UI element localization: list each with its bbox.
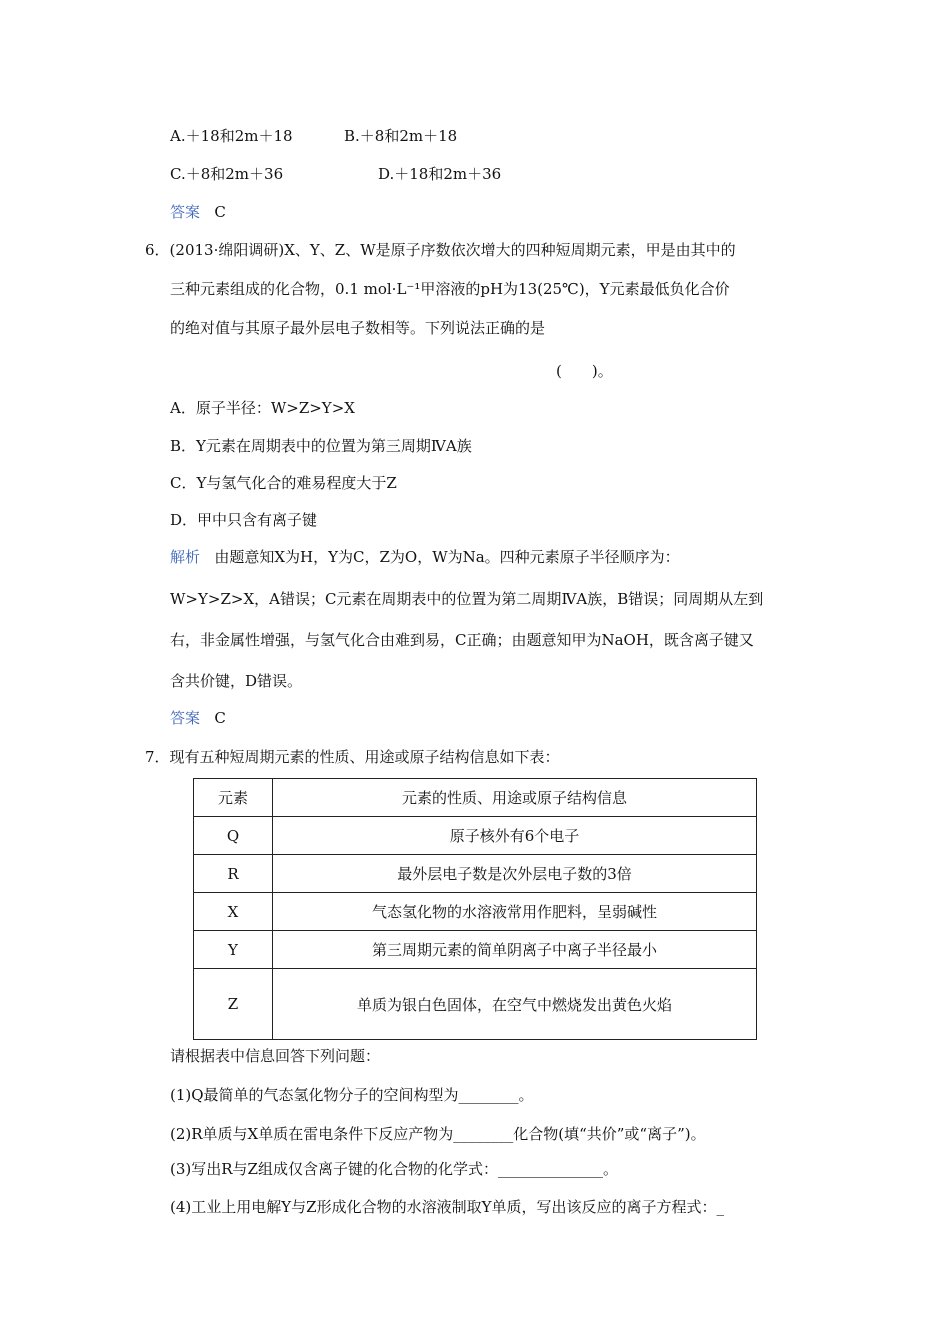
- q7-question-2: (2)R单质与X单质在雷电条件下反应产物为________化合物(填“共价”或“离子”)。: [170, 1125, 706, 1143]
- element-info-table: [193, 778, 757, 1040]
- table-row: [194, 969, 757, 1040]
- q6-analysis-label: 解析: [170, 548, 201, 566]
- q7-prompt: 请根据表中信息回答下列问题：: [170, 1047, 381, 1065]
- q5-answer-label: 答案: [170, 203, 201, 221]
- q6-answer-value: C: [214, 709, 226, 727]
- table-cell-element: Z: [194, 969, 273, 1040]
- table-cell-element: R: [194, 855, 273, 893]
- q6-analysis-line-4: 含共价键，D错误。: [170, 672, 303, 690]
- q6-answer-blank: ( )。: [556, 362, 613, 380]
- q6-analysis-line-2: W>Y>Z>X，A错误；C元素在周期表中的位置为第二周期ⅣA族，B错误；同周期从左到: [170, 590, 764, 608]
- table-cell-info: 最外层电子数是次外层电子数的3倍: [273, 855, 757, 893]
- q7-intro: 7．现有五种短周期元素的性质、用途或原子结构信息如下表：: [145, 748, 560, 766]
- table-header-element: 元素: [194, 779, 273, 817]
- q6-analysis-text-1: 由题意知X为H，Y为C，Z为O，W为Na。四种元素原子半径顺序为：: [214, 548, 680, 566]
- q5-answer-value: C: [214, 203, 226, 221]
- q6-analysis-line-3: 右，非金属性增强，与氢气化合由难到易，C正确；由题意知甲为NaOH，既含离子键又: [170, 631, 754, 649]
- q6-option-d: D．甲中只含有离子键: [170, 511, 318, 529]
- table-header-info: 元素的性质、用途或原子结构信息: [273, 779, 757, 817]
- table-cell-info: 原子核外有6个电子: [273, 817, 757, 855]
- table-cell-element: Q: [194, 817, 273, 855]
- q6-line-3: 的绝对值与其原子最外层电子数相等。下列说法正确的是: [170, 319, 546, 337]
- q6-option-b: B．Y元素在周期表中的位置为第三周期ⅣA族: [170, 437, 472, 455]
- q7-question-3: (3)写出R与Z组成仅含离子键的化合物的化学式：______________。: [170, 1160, 618, 1178]
- table-cell-info: 第三周期元素的简单阴离子中离子半径最小: [273, 931, 757, 969]
- q7-question-4: (4)工业上用电解Y与Z形成化合物的水溶液制取Y单质，写出该反应的离子方程式：_: [170, 1198, 724, 1216]
- q5-option-c: C.＋8和2m＋36: [170, 165, 284, 183]
- table-row: [194, 817, 757, 855]
- table-cell-element: Y: [194, 931, 273, 969]
- table-row: [194, 855, 757, 893]
- table-header-row: [194, 779, 757, 817]
- q5-option-b: B.＋8和2m＋18: [344, 127, 458, 145]
- q6-analysis-line-1: [170, 546, 680, 568]
- table-row: [194, 931, 757, 969]
- q5-option-a: A.＋18和2m＋18: [170, 127, 293, 145]
- table-cell-info: 单质为银白色固体，在空气中燃烧发出黄色火焰: [273, 969, 757, 1040]
- q5-option-d: D.＋18和2m＋36: [378, 165, 502, 183]
- table-row: [194, 893, 757, 931]
- q6-option-a: A．原子半径：W>Z>Y>X: [170, 399, 355, 417]
- q6-line-1: 6．(2013·绵阳调研)X、Y、Z、W是原子序数依次增大的四种短周期元素，甲是由其中的: [145, 241, 736, 259]
- q7-question-1: (1)Q最简单的气态氢化物分子的空间构型为________。: [170, 1086, 534, 1104]
- q6-option-c: C．Y与氢气化合的难易程度大于Z: [170, 474, 397, 492]
- table-cell-element: X: [194, 893, 273, 931]
- q6-answer-label: 答案: [170, 709, 201, 727]
- q5-answer: [170, 201, 226, 223]
- q6-answer: [170, 707, 226, 729]
- q6-line-2: 三种元素组成的化合物，0.1 mol·L⁻¹甲溶液的pH为13(25℃)，Y元素最低负化合价: [170, 280, 730, 298]
- table-cell-info: 气态氢化物的水溶液常用作肥料，呈弱碱性: [273, 893, 757, 931]
